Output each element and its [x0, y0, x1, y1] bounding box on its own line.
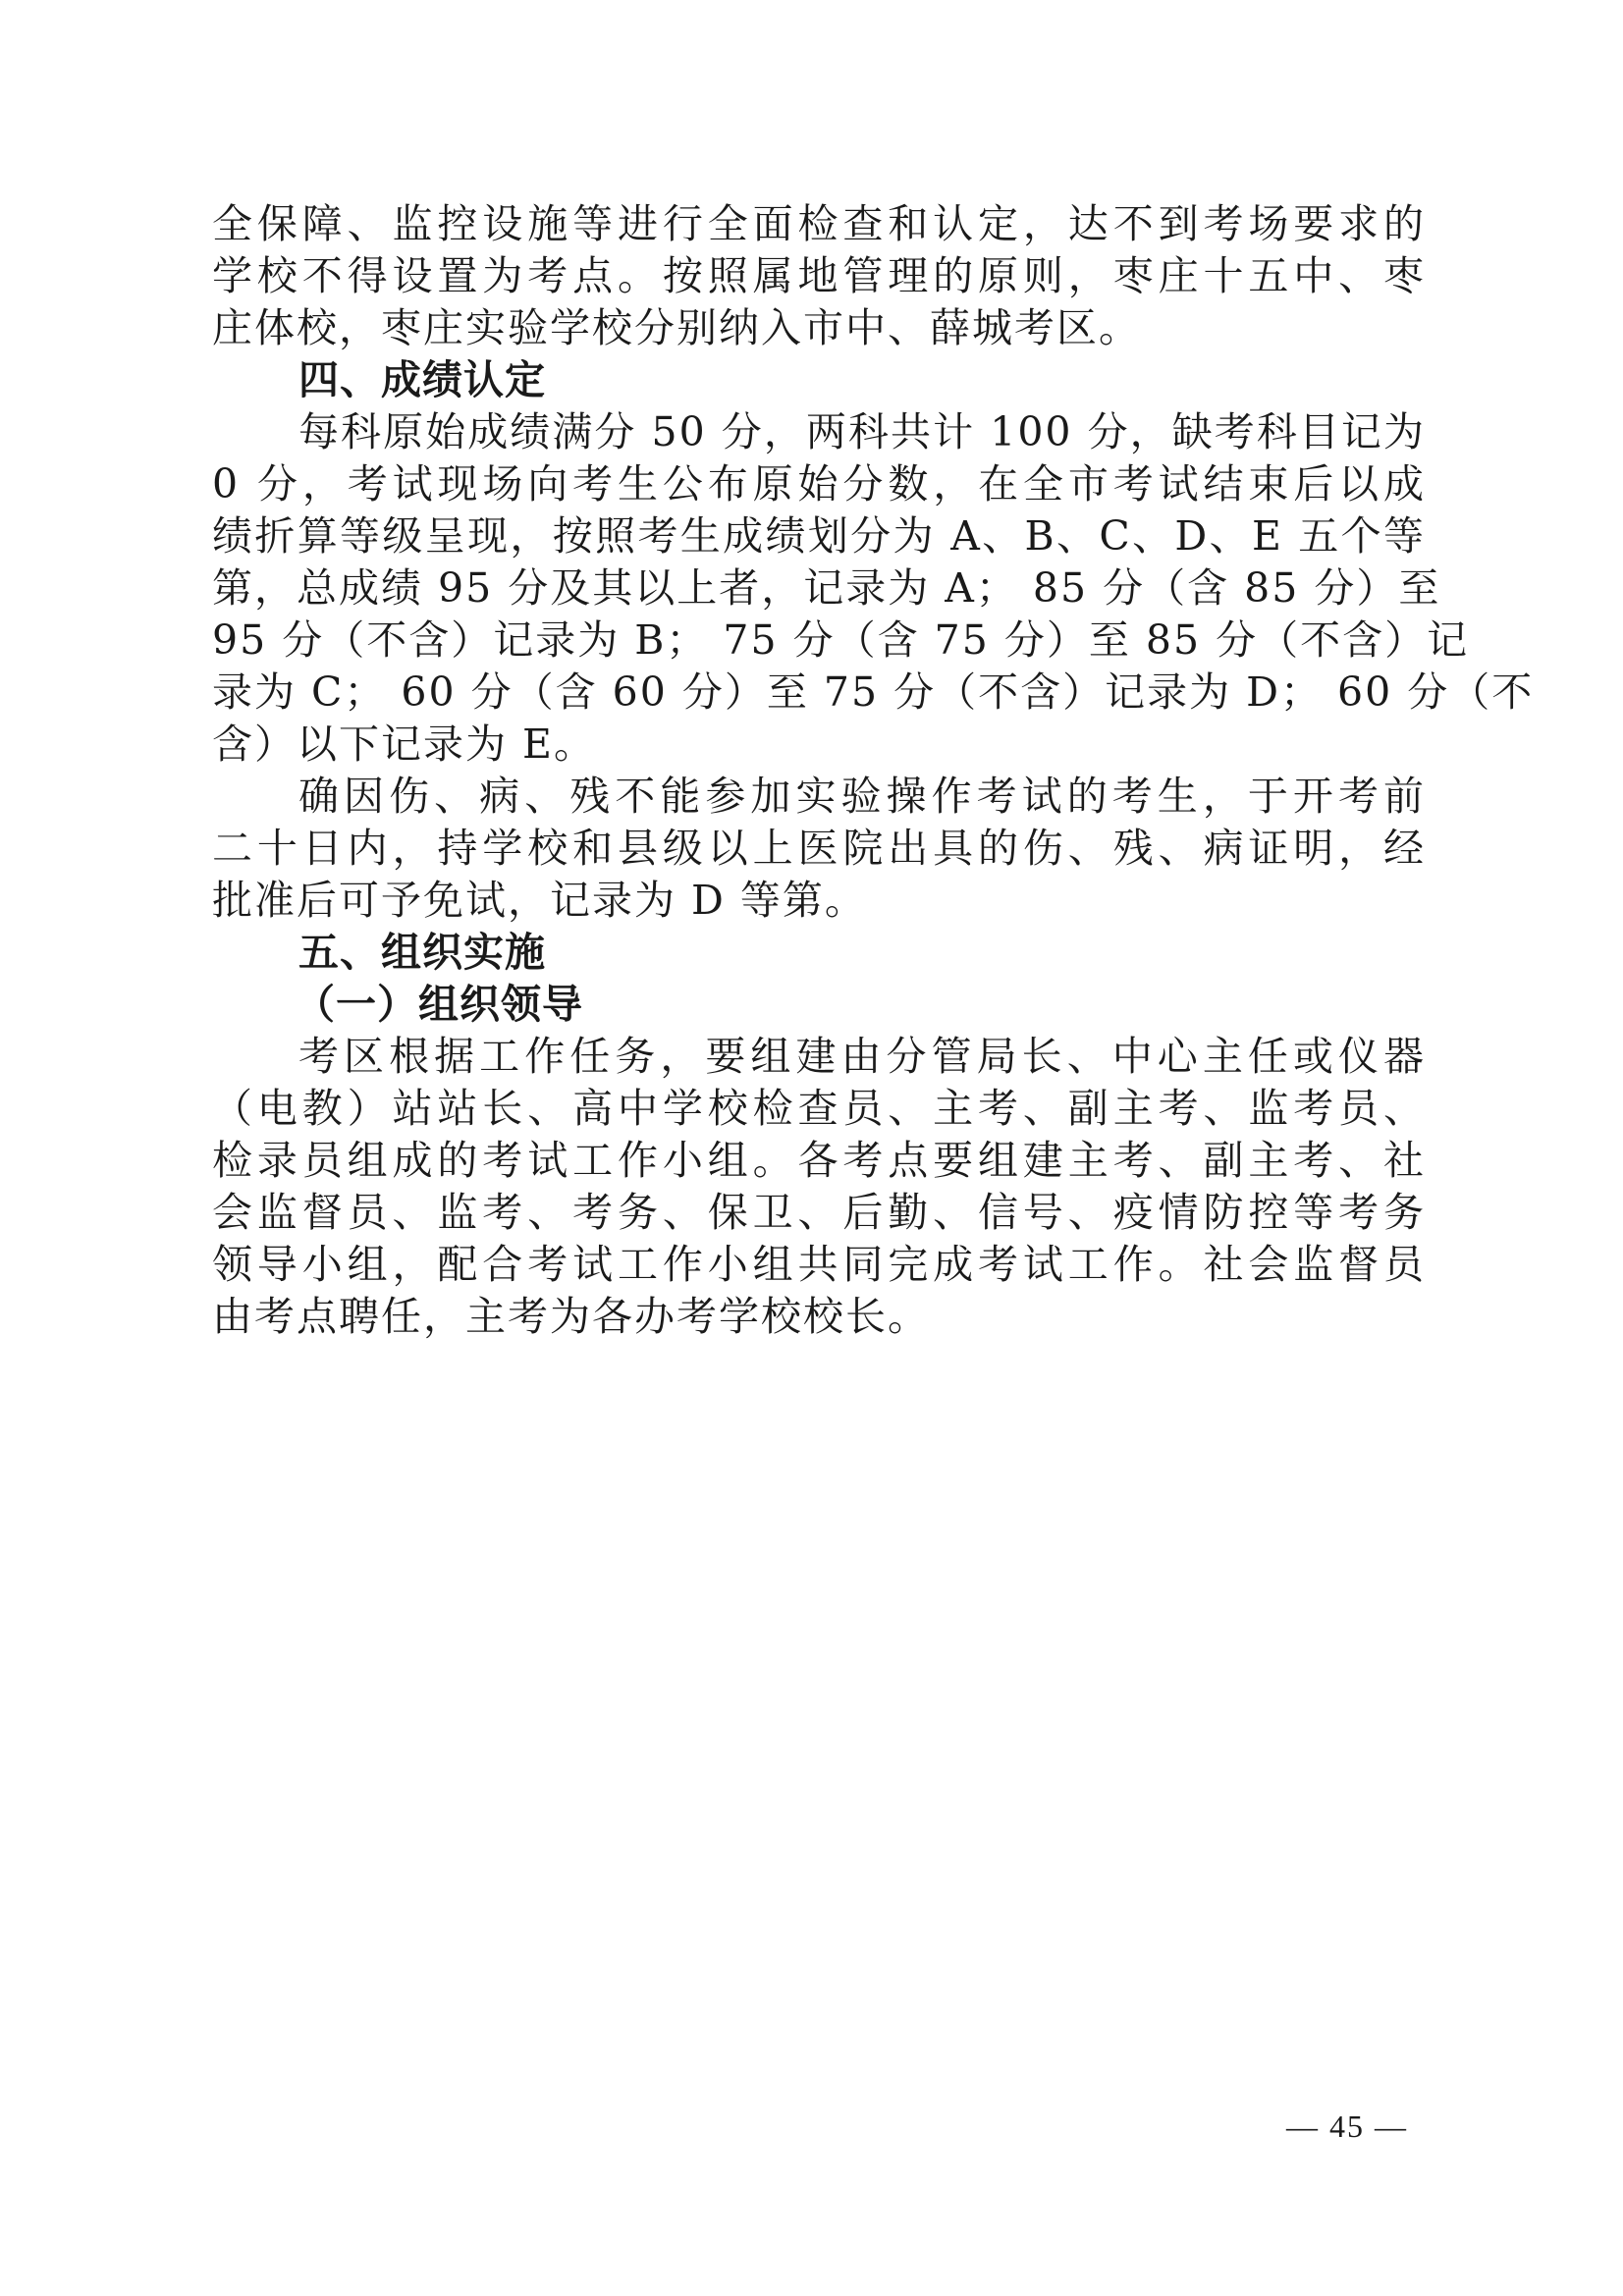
paragraph-3-line-1: 确因伤、病、残不能参加实验操作考试的考生，于开考前	[298, 773, 1426, 820]
paragraph-2-line-2: 0 分，考试现场向考生公布原始分数，在全市考试结束后以成	[212, 460, 1426, 507]
paragraph-4-line-2: （电教）站站长、高中学校检查员、主考、副主考、监考员、	[212, 1085, 1426, 1132]
paragraph-2-line-5: 95 分（不含）记录为 B； 75 分（含 75 分）至 85 分（不含）记	[212, 616, 1470, 664]
section-heading-grade-determination: 四、成绩认定	[298, 356, 546, 403]
paragraph-4-line-1: 考区根据工作任务，要组建由分管局长、中心主任或仪器	[298, 1033, 1426, 1080]
paragraph-1-line-2: 学校不得设置为考点。按照属地管理的原则，枣庄十五中、枣	[212, 252, 1426, 299]
section-heading-organization: 五、组织实施	[298, 929, 546, 976]
subsection-heading-leadership: （一）组织领导	[295, 981, 583, 1028]
paragraph-2-line-4: 第，总成绩 95 分及其以上者，记录为 A； 85 分（含 85 分）至	[212, 564, 1441, 612]
paragraph-3-line-2: 二十日内，持学校和县级以上医院出具的伤、残、病证明，经	[212, 825, 1426, 872]
paragraph-2-line-1: 每科原始成绩满分 50 分，两科共计 100 分，缺考科目记为	[298, 408, 1426, 455]
paragraph-1-line-3: 庄体校，枣庄实验学校分别纳入市中、薛城考区。	[212, 304, 1141, 351]
paragraph-3-line-3: 批准后可予免试，记录为 D 等第。	[212, 877, 867, 924]
paragraph-4-line-6: 由考点聘任，主考为各办考学校校长。	[212, 1293, 930, 1340]
paragraph-1-line-1: 全保障、监控设施等进行全面检查和认定，达不到考场要求的	[212, 200, 1426, 247]
paragraph-4-line-5: 领导小组，配合考试工作小组共同完成考试工作。社会监督员	[212, 1241, 1426, 1288]
paragraph-2-line-3: 绩折算等级呈现，按照考生成绩划分为 A、B、C、D、E 五个等	[212, 512, 1426, 560]
paragraph-4-line-3: 检录员组成的考试工作小组。各考点要组建主考、副主考、社	[212, 1137, 1426, 1184]
paragraph-4-line-4: 会监督员、监考、考务、保卫、后勤、信号、疫情防控等考务	[212, 1189, 1426, 1236]
paragraph-2-line-7: 含）以下记录为 E。	[212, 721, 596, 768]
page-number: — 45 —	[1286, 2109, 1408, 2144]
paragraph-2-line-6: 录为 C； 60 分（含 60 分）至 75 分（不含）记录为 D； 60 分（不	[212, 668, 1535, 716]
